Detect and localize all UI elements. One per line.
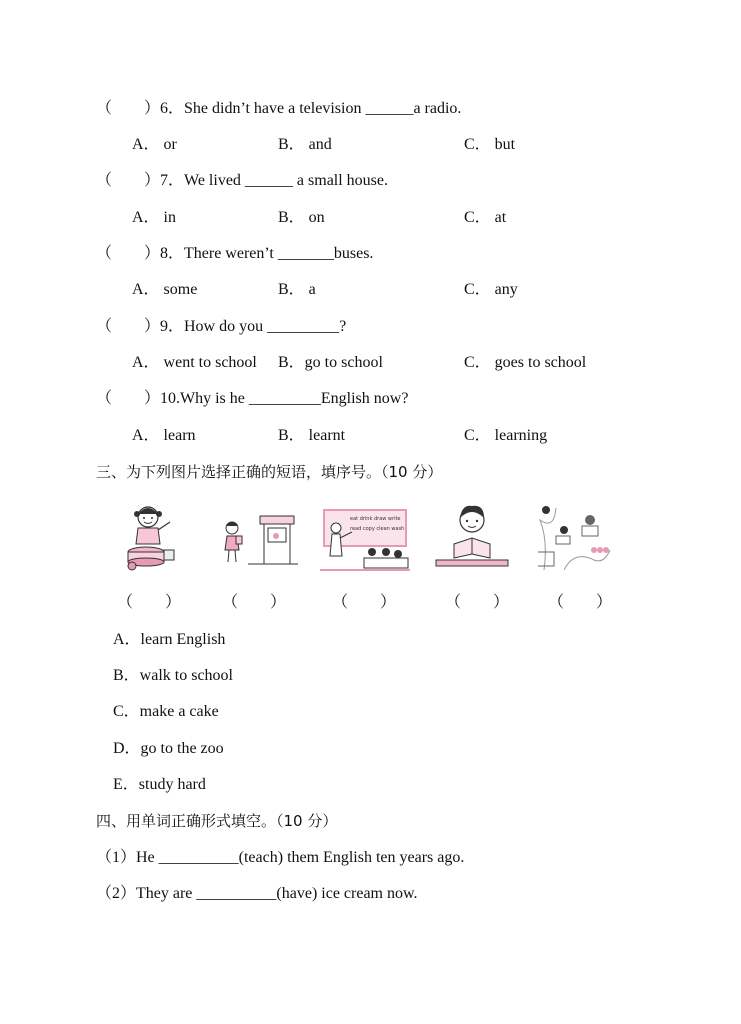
q6-option-c: C． but (464, 136, 516, 153)
q10-option-b: B． learnt (278, 427, 346, 444)
phrase-d: D．go to the zoo (113, 740, 224, 757)
q6-option-a: A． or (132, 136, 177, 153)
q7-option-b: B． on (278, 209, 325, 226)
q10-option-c: C． learning (464, 427, 548, 444)
q10-option-a: A． learn (132, 427, 196, 444)
q8-option-a: A． some (132, 281, 198, 298)
phrase-e: E．study hard (113, 776, 206, 793)
picture-2-answer-blank[interactable]: （ ） (222, 594, 287, 611)
question-8: （ ）8．There weren’t _______buses. (96, 245, 374, 262)
q9-option-a: A． went to school (132, 354, 257, 371)
q8-option-c: C． any (464, 281, 518, 298)
question-6: （ ）6．She didn’t have a television ______a radio. (96, 100, 462, 117)
phrase-b: B．walk to school (113, 667, 233, 684)
picture-4-answer-blank[interactable]: （ ） (445, 594, 510, 611)
section-4-title: 四、用单词正确形式填空。（10 分） (96, 812, 338, 830)
q7-option-c: C． at (464, 209, 507, 226)
phrase-c: C．make a cake (113, 703, 219, 720)
picture-5-answer-blank[interactable]: （ ） (548, 594, 613, 611)
q9-option-b: B．go to school (278, 354, 383, 371)
picture-3-answer-blank[interactable]: （ ） (332, 594, 397, 611)
fill-in-item-2: （2）They are __________(have) ice cream now. (96, 885, 418, 902)
blackboard-line-1: eat drink draw write (350, 516, 401, 522)
question-9: （ ）9．How do you _________? (96, 318, 347, 335)
picture-zoo (534, 500, 614, 576)
q8-option-b: B． a (278, 281, 316, 298)
question-7: （ ）7．We lived ______ a small house. (96, 172, 389, 189)
section-3-title: 三、为下列图片选择正确的短语，填序号。（10 分） (96, 463, 443, 481)
fill-in-item-1: （1）He __________(teach) them English ten years ago. (96, 849, 465, 866)
picture-girl-making-cake (112, 500, 182, 572)
picture-1-answer-blank[interactable]: （ ） (117, 594, 182, 611)
picture-boy-reading (432, 500, 512, 572)
q6-option-b: B． and (278, 136, 332, 153)
picture-walking-to-school (218, 506, 298, 570)
question-10: （ ）10.Why is he _________English now? (96, 390, 409, 407)
q9-option-c: C． goes to school (464, 354, 587, 371)
blackboard-line-2: read copy clean wash (350, 526, 405, 532)
q7-option-a: A． in (132, 209, 177, 226)
phrase-a: A．learn English (113, 631, 226, 648)
picture-teacher-blackboard (320, 506, 410, 572)
